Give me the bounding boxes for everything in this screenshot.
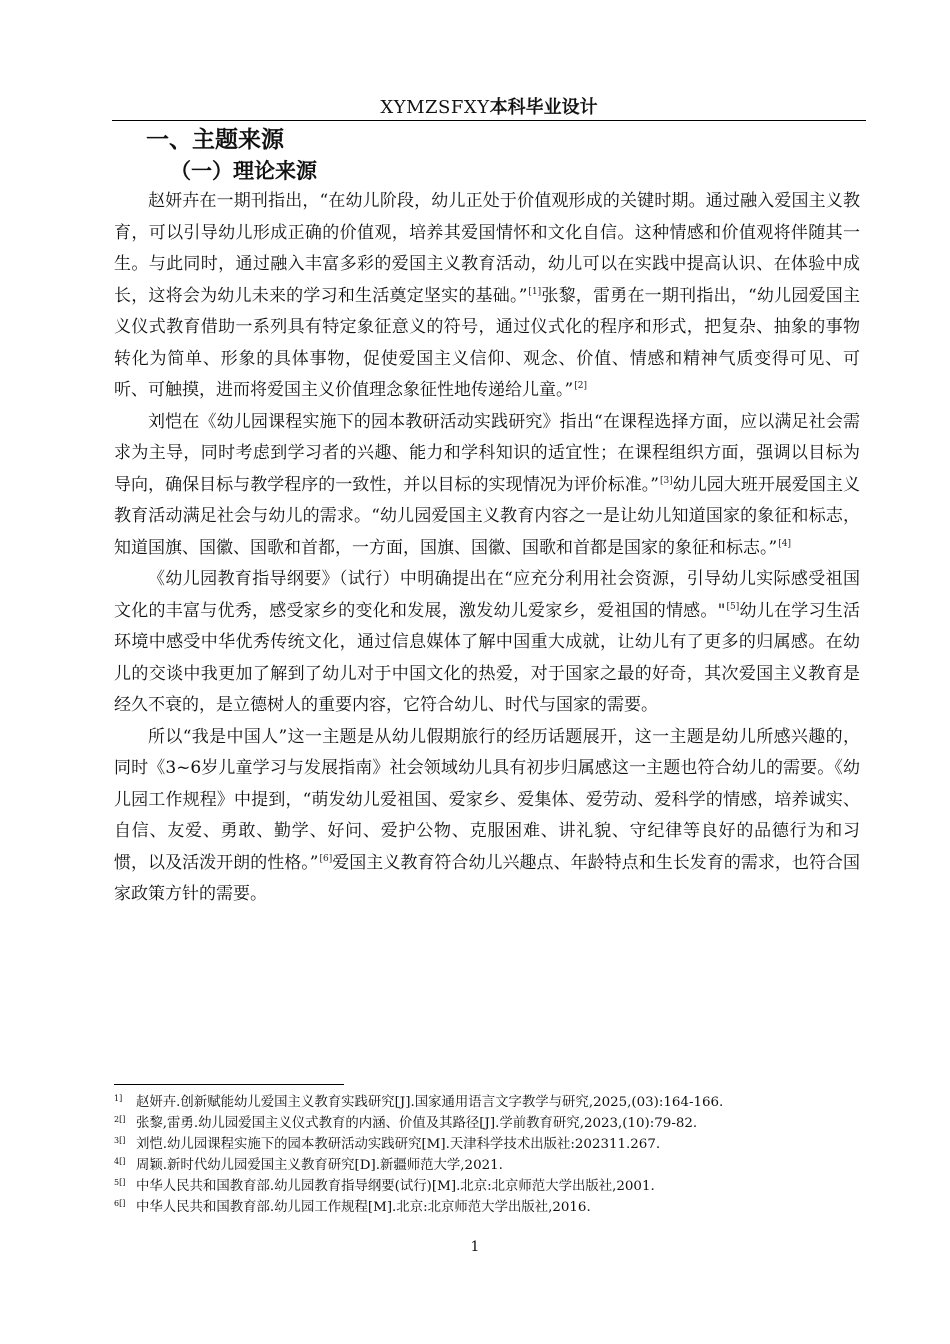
paragraph-text: 幼儿在学习生活环境中感受中华优秀传统文化，通过信息媒体了解中国重大成就，让幼儿有了更多的归属感。在幼儿的交谈中我更加了解到了幼儿对于中国文化的热爱，对于国家之最的好奇，其次爱国主义教育是经久不衰的，是立德树人的重要内容，它符合幼儿、时代与国家的需要。 (114, 600, 861, 715)
footnote (114, 1176, 860, 1197)
footnote-mark: 1] (114, 1094, 123, 1103)
paragraph-text: 爱国主义教育符合幼儿兴趣点、年龄特点和生长发育的需求，也符合国家政策方针的需要。 (114, 852, 860, 904)
footnotes (114, 1092, 860, 1218)
page-header (112, 96, 866, 121)
paragraph (114, 722, 860, 911)
footnote (114, 1134, 860, 1155)
paragraph-text: 刘恺在《幼儿园课程实施下的园本教研活动实践研究》指出“在课程选择方面，应以满足社会需求为主导，同时考虑到学习者的兴趣、能力和学科知识的适宜性；在课程组织方面，强调以目标为导向，确保目标与教学程序的一致性，并以目标的实现情况为评价标准。” (114, 411, 860, 495)
paragraph-text: 《幼儿园教育指导纲要》（试行）中明确提出在“应充分利用社会资源，引导幼儿实际感受祖国文化的丰富与优秀，感受家乡的变化和发展，激发幼儿爱家乡，爱祖国的情感。" (114, 569, 860, 621)
paragraph (114, 407, 860, 565)
section-heading: 一、主题来源 (146, 127, 284, 153)
footnote (114, 1197, 860, 1218)
header-code: XYMZSFXY (380, 97, 490, 118)
citation-mark[interactable]: [1] (528, 286, 542, 297)
footnote (114, 1155, 860, 1176)
footnote-mark: 4[] (114, 1157, 126, 1166)
paragraph-text: 张黎，雷勇在一期刊指出，“幼儿园爱国主义仪式教育借助一系列具有特定象征意义的符号，通过仪式化的程序和形式，把复杂、抽象的事物转化为简单、形象的具体事物，促使爱国主义信仰、观念、价值、情感和精神气质变得可见、可听、可触摸，进而将爱国主义价值理念象征性地传递给儿童。” (114, 285, 860, 400)
footnote-text: 中华人民共和国教育部.幼儿园工作规程[M].北京:北京师范大学出版社,2016. (136, 1200, 591, 1215)
paragraph (114, 186, 860, 407)
footnote-mark: 2[] (114, 1115, 126, 1124)
paragraph-text: 赵妍卉在一期刊指出，“在幼儿阶段，幼儿正处于价值观形成的关键时期。通过融入爱国主义教育，可以引导幼儿形成正确的价值观，培养其爱国情怀和文化自信。这种情感和价值观将伴随其一生。与此同时，通过融入丰富多彩的爱国主义教育活动，幼儿可以在实践中提高认识、在体验中成长，这将会为幼儿未来的学习和生活奠定坚实的基础。” (114, 191, 860, 306)
header-title: 本科毕业设计 (489, 97, 598, 118)
footnote (114, 1092, 860, 1113)
footnote-mark: 3[] (114, 1136, 126, 1145)
footnote-text: 周颖.新时代幼儿园爱国主义教育研究[D].新疆师范大学,2021. (136, 1158, 503, 1173)
footnote (114, 1113, 860, 1134)
citation-mark[interactable]: [4] (778, 538, 791, 549)
footnote-text: 赵妍卉.创新赋能幼儿爱国主义教育实践研究[J].国家通用语言文字教学与研究,2025,(03):164-166. (136, 1095, 724, 1110)
footnote-mark: 6[] (114, 1199, 126, 1208)
footnote-text: 张黎,雷勇.幼儿园爱国主义仪式教育的内涵、价值及其路径[J].学前教育研究,2023,(10):79-82. (136, 1116, 698, 1131)
citation-mark[interactable]: [3] (659, 475, 673, 486)
citation-mark[interactable]: [2] (574, 381, 587, 391)
paragraph-text: 幼儿园大班开展爱国主义教育活动满足社会与幼儿的需求。“幼儿园爱国主义教育内容之一是让幼儿知道国家的象征和标志，知道国旗、国徽、国歌和首都，一方面，国旗、国徽、国歌和首都是国家的象征和标志。” (114, 474, 860, 558)
subsection-heading: （一）理论来源 (170, 159, 317, 183)
footnote-text: 中华人民共和国教育部.幼儿园教育指导纲要(试行)[M].北京:北京师范大学出版社,2001. (136, 1179, 655, 1194)
body-text (114, 186, 860, 911)
page-number: 1 (470, 1239, 480, 1255)
paragraph-text: 所以“我是中国人”这一主题是从幼儿假期旅行的经历话题展开，这一主题是幼儿所感兴趣的，同时《3~6岁儿童学习与发展指南》社会领域幼儿具有初步归属感这一主题也符合幼儿的需要。《幼儿园工作规程》中提到，“萌发幼儿爱祖国、爱家乡、爱集体、爱劳动、爱科学的情感，培养诚实、自信、友爱、勇敢、勤学、好问、爱护公物、克服困难、讲礼貌、守纪律等良好的品德行为和习惯，以及活泼开朗的性格。” (114, 726, 860, 873)
citation-mark[interactable]: [5] (726, 601, 740, 612)
footnote-mark: 5[] (114, 1178, 126, 1187)
footnote-text: 刘恺.幼儿园课程实施下的园本教研活动实践研究[M].天津科学技术出版社:202311.267. (136, 1137, 661, 1152)
paragraph (114, 564, 860, 722)
citation-mark[interactable]: [6] (319, 853, 333, 864)
footnote-divider (114, 1084, 344, 1085)
